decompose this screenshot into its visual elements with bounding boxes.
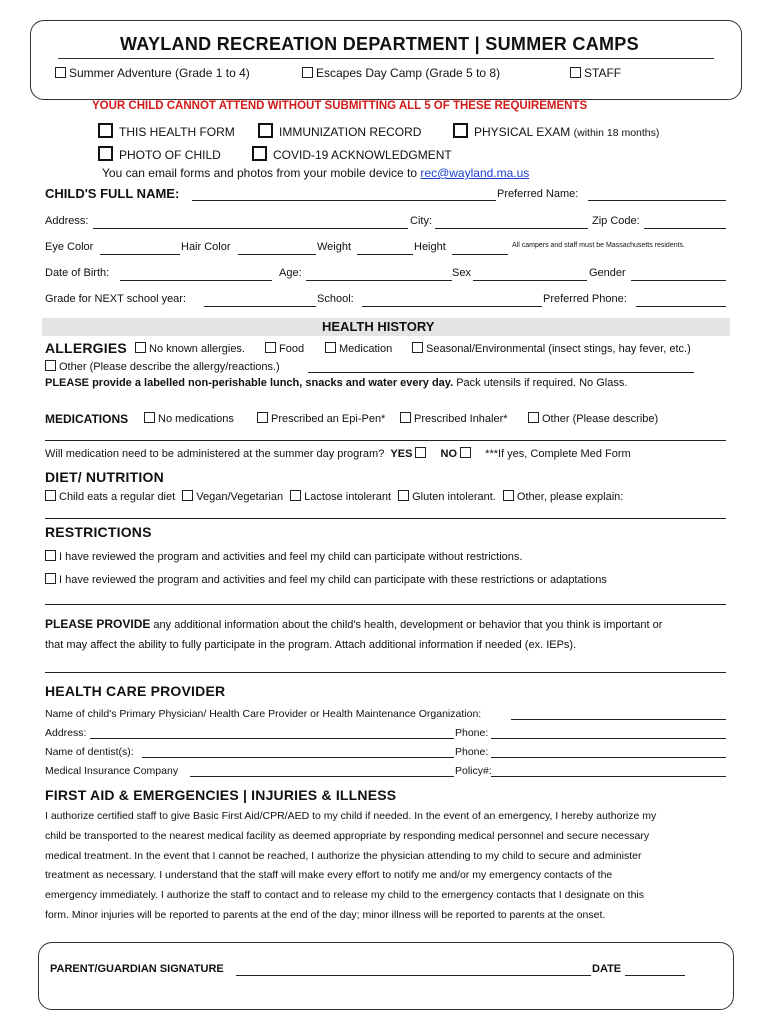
diet-regular[interactable]: Child eats a regular diet	[45, 491, 175, 503]
city-label: City:	[410, 215, 432, 227]
checkbox[interactable]	[503, 490, 514, 501]
height-label: Height	[414, 241, 446, 253]
full-name-label: CHILD'S FULL NAME:	[45, 186, 180, 201]
diet-field[interactable]	[45, 518, 726, 519]
checkbox[interactable]	[412, 342, 423, 353]
signature-frame	[38, 942, 734, 1010]
address-field[interactable]	[93, 228, 408, 229]
policy-label: Policy#:	[455, 765, 492, 777]
restriction-adaptations[interactable]: I have reviewed the program and activities and feel my child can participate with these restrictions or adaptations	[45, 573, 607, 586]
checkbox[interactable]	[45, 360, 56, 371]
camp-option-staff[interactable]: STAFF	[570, 66, 621, 80]
checkbox[interactable]	[45, 550, 56, 561]
diet-vegan[interactable]: Vegan/Vegetarian	[182, 491, 283, 503]
address-label: Address:	[45, 215, 89, 227]
health-history-title: HEALTH HISTORY	[322, 319, 435, 334]
allergy-other[interactable]: Other (Please describe the allergy/reactions.)	[45, 360, 280, 373]
physical-note: (within 18 months)	[573, 127, 660, 139]
city-field[interactable]	[435, 228, 588, 229]
diet-options	[45, 490, 623, 503]
restrictions-field[interactable]	[45, 604, 726, 605]
eye-color-label: Eye Color	[45, 241, 94, 253]
medications-field[interactable]	[45, 440, 726, 441]
lunch-notice: PLEASE provide a labelled non-perishable lunch, snacks and water every day. Pack utensils if required. No Glass.	[45, 377, 628, 389]
policy-field[interactable]	[491, 776, 726, 777]
provide-line-2: that may affect the ability to fully participate in the program. Attach additional information if needed (ex. IEPs).	[45, 639, 577, 651]
first-aid-line-4: treatment as necessary. I understand that the staff will make every effort to notify me and/or my emergency contacts of the	[45, 869, 613, 881]
provider-address-field[interactable]	[90, 738, 454, 739]
checkbox[interactable]	[252, 146, 267, 161]
dentist-field[interactable]	[142, 757, 454, 758]
checkbox[interactable]	[415, 447, 426, 458]
checkbox[interactable]	[135, 342, 146, 353]
sex-field[interactable]	[473, 280, 587, 281]
medications-label: MEDICATIONS	[45, 412, 129, 426]
checkbox[interactable]	[55, 67, 66, 78]
diet-other[interactable]: Other, please explain:	[503, 491, 623, 503]
provider-phone-field[interactable]	[491, 738, 726, 739]
med-question: Will medication need to be administered at the summer day program? YES NO ***If yes, Complete Med Form	[45, 448, 631, 460]
school-field[interactable]	[362, 306, 542, 307]
req-covid[interactable]: COVID-19 ACKNOWLEDGMENT	[252, 146, 452, 162]
checkbox[interactable]	[398, 490, 409, 501]
allergy-seasonal[interactable]: Seasonal/Environmental (insect stings, hay fever, etc.)	[412, 342, 691, 355]
zip-label: Zip Code:	[592, 215, 640, 227]
checkbox[interactable]	[570, 67, 581, 78]
provider-address-label: Address:	[45, 727, 87, 739]
provide-field[interactable]	[45, 672, 726, 673]
gender-field[interactable]	[631, 280, 726, 281]
diet-title: DIET/ NUTRITION	[45, 469, 164, 485]
form-title: WAYLAND RECREATION DEPARTMENT | SUMMER CAMPS	[120, 34, 639, 54]
residency-note: All campers and staff must be Massachusetts residents.	[512, 242, 686, 249]
zip-field[interactable]	[644, 228, 726, 229]
diet-lactose[interactable]: Lactose intolerant	[290, 491, 391, 503]
first-aid-line-2: child be transported to the nearest medical facility as deemed appropriate by responding medical personnel and secure necessary	[45, 830, 650, 842]
checkbox[interactable]	[45, 490, 56, 501]
allergy-food[interactable]: Food	[265, 342, 304, 355]
physician-label: Name of child's Primary Physician/ Health Care Provider or Health Maintenance Organization:	[45, 708, 482, 720]
physician-field[interactable]	[511, 719, 726, 720]
restriction-none[interactable]: I have reviewed the program and activities and feel my child can participate without restrictions.	[45, 550, 522, 563]
preferred-phone-field[interactable]	[636, 306, 726, 307]
checkbox[interactable]	[290, 490, 301, 501]
title-underline	[58, 58, 714, 59]
allergies-label: ALLERGIES	[45, 340, 127, 356]
med-form-note: ***If yes, Complete Med Form	[485, 448, 631, 460]
first-aid-line-5: emergency immediately. I authorize the staff to contact and to release my child to the emergency contacts that I designate on this	[45, 889, 645, 901]
grade-field[interactable]	[204, 306, 316, 307]
date-label: DATE	[592, 963, 622, 975]
weight-field[interactable]	[357, 254, 413, 255]
restrictions-title: RESTRICTIONS	[45, 524, 152, 540]
checkbox[interactable]	[453, 123, 468, 138]
checkbox[interactable]	[265, 342, 276, 353]
dentist-phone-label: Phone:	[455, 746, 489, 758]
req-immunization[interactable]: IMMUNIZATION RECORD	[258, 123, 421, 139]
med-none[interactable]: No medications	[144, 412, 234, 425]
no-option[interactable]: NO	[441, 448, 475, 460]
checkbox[interactable]	[98, 123, 113, 138]
weight-label: Weight	[317, 241, 352, 253]
provide-line-1: PLEASE PROVIDE any additional information about the child's health, development or behavior that you think is important or	[45, 617, 663, 631]
full-name-field[interactable]	[192, 200, 496, 201]
first-aid-title: FIRST AID & EMERGENCIES | INJURIES & ILLNESS	[45, 787, 397, 803]
yes-option[interactable]: YES	[390, 448, 429, 460]
req-health-form[interactable]: THIS HEALTH FORM	[98, 123, 235, 139]
req-photo[interactable]: PHOTO OF CHILD	[98, 146, 221, 162]
checkbox[interactable]	[45, 573, 56, 584]
gender-label: Gender	[589, 267, 626, 279]
hair-color-label: Hair Color	[181, 241, 231, 253]
preferred-name-field[interactable]	[588, 200, 726, 201]
provider-phone-label: Phone:	[455, 727, 489, 739]
checkbox[interactable]	[325, 342, 336, 353]
camp-option-escapes[interactable]: Escapes Day Camp (Grade 5 to 8)	[302, 66, 500, 80]
height-field[interactable]	[452, 254, 508, 255]
signature-label: PARENT/GUARDIAN SIGNATURE	[50, 963, 224, 975]
hair-color-field[interactable]	[238, 254, 316, 255]
checkbox[interactable]	[98, 146, 113, 161]
med-epipen[interactable]: Prescribed an Epi-Pen*	[257, 412, 385, 425]
email-instructions: You can email forms and photos from your mobile device to rec@wayland.ma.us	[102, 166, 530, 180]
preferred-phone-label: Preferred Phone:	[543, 293, 627, 305]
allergy-medication[interactable]: Medication	[325, 342, 392, 355]
med-other[interactable]: Other (Please describe)	[528, 412, 658, 425]
checkbox[interactable]	[182, 490, 193, 501]
dob-field[interactable]	[120, 280, 272, 281]
first-aid-line-6: form. Minor injuries will be reported to parents at the end of the day; minor illness will be reported to parents at the onset.	[45, 909, 606, 921]
checkbox[interactable]	[144, 412, 155, 423]
eye-color-field[interactable]	[100, 254, 180, 255]
first-aid-line-1: I authorize certified staff to give Basic First Aid/CPR/AED to my child if needed. In the event of an emergency, I hereby authorize my	[45, 810, 657, 822]
allergy-other-field[interactable]	[308, 372, 694, 373]
allergy-none[interactable]: No known allergies.	[135, 342, 245, 355]
checkbox[interactable]	[257, 412, 268, 423]
med-inhaler[interactable]: Prescribed Inhaler*	[400, 412, 508, 425]
checkbox[interactable]	[460, 447, 471, 458]
checkbox[interactable]	[400, 412, 411, 423]
provider-title: HEALTH CARE PROVIDER	[45, 683, 226, 699]
diet-gluten[interactable]: Gluten intolerant.	[398, 491, 496, 503]
date-field[interactable]	[625, 975, 685, 976]
preferred-name-label: Preferred Name:	[497, 188, 579, 200]
dentist-label: Name of dentist(s):	[45, 746, 134, 758]
header-frame	[30, 20, 742, 100]
insurance-field[interactable]	[190, 776, 454, 777]
insurance-label: Medical Insurance Company	[45, 765, 179, 777]
req-physical[interactable]: PHYSICAL EXAM (within 18 months)	[453, 123, 659, 139]
grade-label: Grade for NEXT school year:	[45, 293, 187, 305]
dob-label: Date of Birth:	[45, 267, 110, 279]
first-aid-line-3: medical treatment. In the event that I cannot be reached, I authorize the physician attending to my child to secure and administer	[45, 850, 642, 862]
requirements-warning: YOUR CHILD CANNOT ATTEND WITHOUT SUBMITTING ALL 5 OF THESE REQUIREMENTS	[92, 100, 588, 112]
sex-label: Sex	[452, 267, 471, 279]
camp-option-summer-adventure[interactable]: Summer Adventure (Grade 1 to 4)	[55, 66, 250, 80]
checkbox[interactable]	[258, 123, 273, 138]
email-link[interactable]: rec@wayland.ma.us	[420, 166, 530, 180]
age-field[interactable]	[306, 280, 452, 281]
checkbox[interactable]	[528, 412, 539, 423]
checkbox[interactable]	[302, 67, 313, 78]
age-label: Age:	[279, 267, 302, 279]
dentist-phone-field[interactable]	[491, 757, 726, 758]
signature-field[interactable]	[236, 975, 591, 976]
school-label: School:	[317, 293, 354, 305]
